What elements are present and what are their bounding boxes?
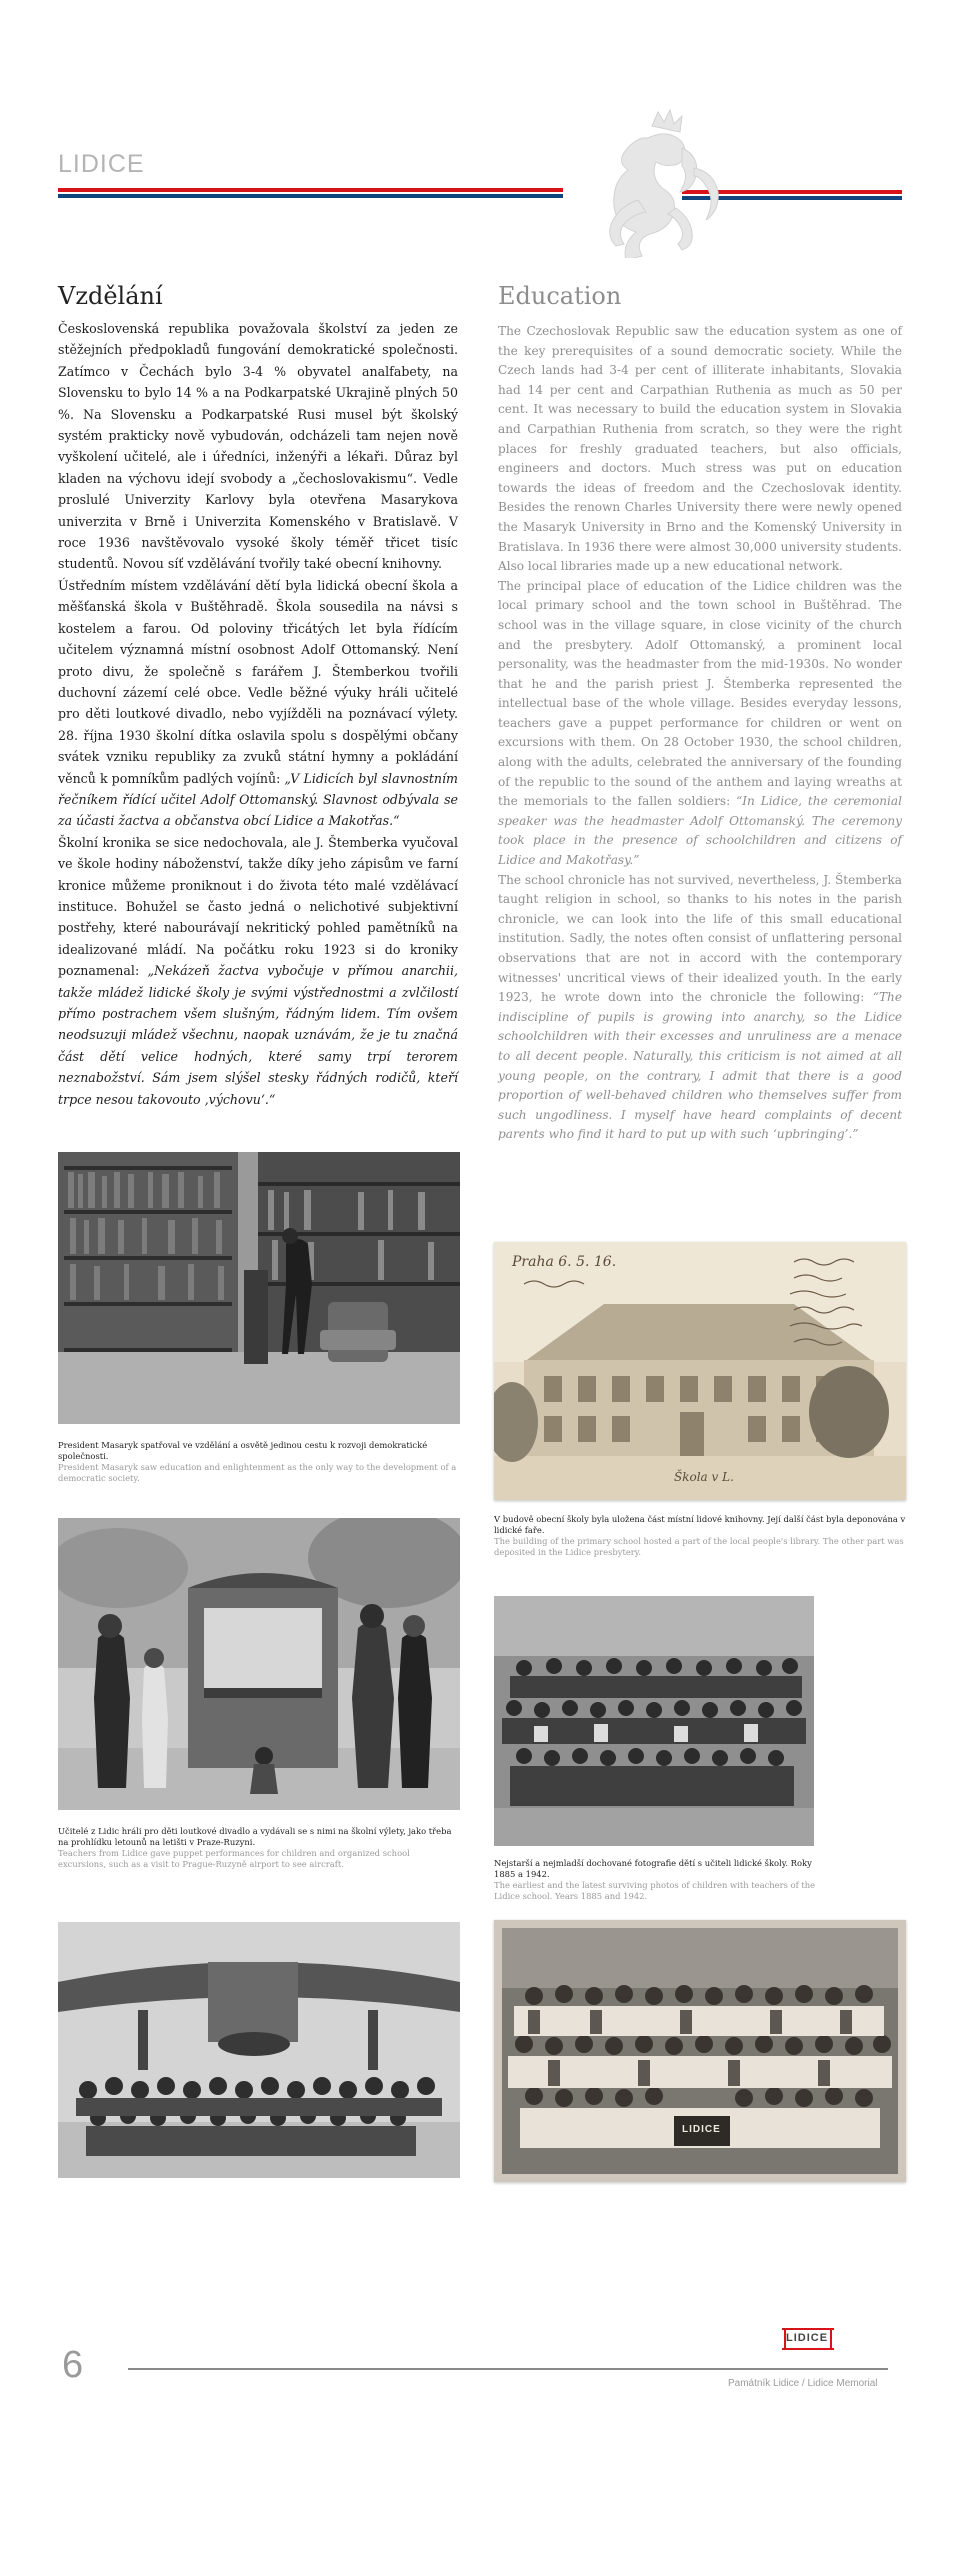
caption-cz: Učitelé z Lidic hráli pro děti loutkové divadlo a vydávali se s nimi na školní výlety, jako třeba na prohlídku letounů na letišti v Praze-Ruzyni. [58, 1826, 452, 1847]
section-heading-en: Education [498, 282, 622, 310]
caption-masaryk-library [58, 1440, 460, 1484]
photo-airport-excursion [58, 1922, 460, 2178]
page-number: 6 [62, 2344, 84, 2386]
tricolor-stripe-left [58, 184, 563, 198]
paragraph [58, 575, 458, 832]
caption-en: The earliest and the latest surviving photos of children with teachers of the Lidice school. Years 1885 and 1942. [494, 1880, 816, 1901]
paragraph-text: The principal place of education of the Lidice children was the local primary school and the town school in Buštěhrad. The school was in the village square, in close vicinity of the church and the presbytery. Adolf Ottomanský, a prominent local personality, was the headmaster from the mid-1930s. No wonder that he and the parish priest J. Štemberka represented the intellectual base of the whole village. Besides everyday lessons, teachers gave a puppet performance for children or went on excursions with them. On 28 October 1930, the school children, along with the adults, celebrated the anniversary of the founding of the republic to the sound of the anthem and laying wreaths at the memorials to the fallen soldiers: [498, 578, 902, 809]
paragraph: Československá republika považovala školství za jeden ze stěžejních předpokladů fungování demokratické společnosti. Zatímco v Čechách bylo 3-4 % obyvatel analfabety, na Slovensku to bylo 14 % a na Podkarpatské Ukrajině plných 50 %. Na Slovensku a Podkarpatské Rusi musel být školský systém prakticky nově vybudován, odcházeli tam nejen nově vyškolení učitelé, ale i úředníci, inženýři a lékaři. Důraz byl kladen na výchovu idejí svobody a „čechoslovakismu“. Vedle proslulé Univerzity Karlovy byla otevřena Masarykova univerzita v Brně i Univerzita Komenského v Bratislavě. V roce 1936 navštěvovalo vysoké školy téměř třicet tisíc studentů. Novou síť vzdělávání tvořily také obecní knihovny. [58, 321, 458, 572]
chronicle-quote: “The indiscipline of pupils is growing into anarchy, so the Lidice schoolchildren with their excesses and unruliness are a menace to all decent people. Naturally, this criticism is not aimed at all young people, on the contrary, I admit that there is a good proportion of well-behaved children who themselves suffer from such ungodliness. I myself have heard complaints of decent parents who find it hard to put up with such ‘upbringing’.” [498, 990, 902, 1142]
caption-en: The building of the primary school hosted a part of the local people's library. The other part was deposited in the Lidice presbytery. [494, 1536, 904, 1557]
photo-class-1942 [494, 1920, 906, 2182]
postcard-handwriting-date: Praha 6. 5. 16. [512, 1254, 617, 1270]
caption-class-photos [494, 1858, 824, 1902]
paragraph-text: Ústředním místem vzdělávání dětí byla lidická obecní škola a měšťanská škola v Buštěhradě. Škola sousedila na návsi s kostelem a farou. Od poloviny třicátých let byla řídícím učitelem významná místní osobnost Adolf Ottomanský. Není proto divu, že společně s farářem J. Štemberkou tvořili duchovní zázemí celé obce. Vedle běžné výuky hráli učitelé pro děti loutkové divadlo, nebo vyjížděli na poznávací výlety. 28. října 1930 školní dítka oslavila spolu s dospělými občany svátek vzniku republiky za zvuků státní hymny a pokládání věnců k pomníkům padlých vojínů: [58, 577, 458, 786]
caption-cz: President Masaryk spatřoval ve vzdělání a osvětě jedinou cestu k rozvoji demokratické společnosti. [58, 1440, 428, 1461]
photo-school-postcard [494, 1242, 906, 1500]
paragraph: The Czechoslovak Republic saw the education system as one of the key prerequisites of a sound democratic society. While the Czech lands had 3-4 per cent of illiterate inhabitants, Slovakia had 14 per cent and Carpathian Ruthenia as much as 50 per cent. It was necessary to build the education system in Slovakia and Carpathian Ruthenia from scratch, so they were the right places for freshly graduated teachers, but also officials, engineers and doctors. Much stress was put on education towards the ideas of freedom and the Czechoslovak identity. Besides the renown Charles University there were newly opened the Masaryk University in Brno and the Komenský University in Bratislava. In 1936 there were almost 30,000 university students. Also local libraries made up a new educational network. [498, 324, 902, 574]
exhibition-title: LIDICE [58, 150, 145, 178]
chronicle-quote: „V Lidicích byl slavnostním řečníkem řídící učitel Adolf Ottomanský. Slavnost odbývala se za účasti žactva a občanstva obcí Lidice a Makotřas.“ [58, 770, 458, 829]
class-sign: LIDICE [682, 2124, 721, 2135]
caption-school-postcard [494, 1514, 906, 1558]
caption-cz: V budově obecní školy byla uložena část místní lidové knihovny. Její další část byla deponována v lidické faře. [494, 1514, 906, 1535]
caption-en: President Masaryk saw education and enlightenment as the only way to the development of a democratic society. [58, 1462, 457, 1483]
paragraph [498, 577, 902, 871]
photo-masaryk-library [58, 1152, 460, 1424]
caption-cz: Nejstarší a nejmladší dochované fotografie dětí s učiteli lidické školy. Roky 1885 a 1942. [494, 1858, 812, 1879]
postcard-handwriting-bottom: Škola v L. [674, 1470, 734, 1484]
paragraph-text: The school chronicle has not survived, nevertheless, J. Štemberka taught religion in school, so thanks to his notes in the parish chronicle, we can look into the life of this small educational institution. Sadly, the notes often consist of unflattering personal observations that are not in accord with the contemporary witnesses' uncritical views of their idealized youth. In the early 1923, he wrote down into the chronicle the following: [498, 872, 902, 1005]
logo-text: LIDICE [786, 2332, 829, 2344]
bohemian-lion-emblem [590, 108, 730, 258]
caption-puppet-theatre [58, 1826, 460, 1870]
section-heading-cz: Vzdělání [58, 282, 163, 310]
paragraph [498, 871, 902, 1145]
article-body-en [498, 322, 902, 1145]
footer-memorial-name: Památník Lidice / Lidice Memorial [728, 2378, 878, 2389]
caption-en: Teachers from Lidice gave puppet performances for children and organized school excursions, such as a visit to Prague-Ruzyně airport to see aircraft. [58, 1848, 410, 1869]
chronicle-quote: „Nekázeň žactva vybočuje v přímou anarchii, takže mládež lidické školy je svými výstřednostmi a zvlčilostí přímo postrachem všem slušným, řádným lidem. Tím ovšem neodsuzuji mládež všechnu, naopak uznávám, že je tu značná část dětí velice hodných, které samy trpí terorem neznabožství. Sám jsem slýšel stesky řádných rodičů, kteří trpce nesou takovouto ‚výchovu‘.“ [58, 963, 458, 1107]
photo-puppet-theatre [58, 1518, 460, 1810]
paragraph [58, 832, 458, 1110]
paragraph-text: Školní kronika se sice nedochovala, ale J. Štemberka vyučoval ve škole hodiny náboženství, takže díky jeho zápisům ve farní kronice můžeme proniknout i do života této malé vzdělávací instituce. Bohužel se často jedná o nelichotivé subjektivní postřehy, které nabourávají nekritický pohled pamětníků na idealizované mládí. Na počátku roku 1923 si do kroniky poznamenal: [58, 834, 458, 979]
article-body-cz [58, 318, 458, 1110]
footer-divider [128, 2368, 888, 2370]
photo-class-1885 [494, 1596, 814, 1846]
chronicle-quote: “In Lidice, the ceremonial speaker was the headmaster Adolf Ottomanský. The ceremony took place in the presence of schoolchildren and citizens of Lidice and Makotřasy.” [498, 794, 902, 868]
